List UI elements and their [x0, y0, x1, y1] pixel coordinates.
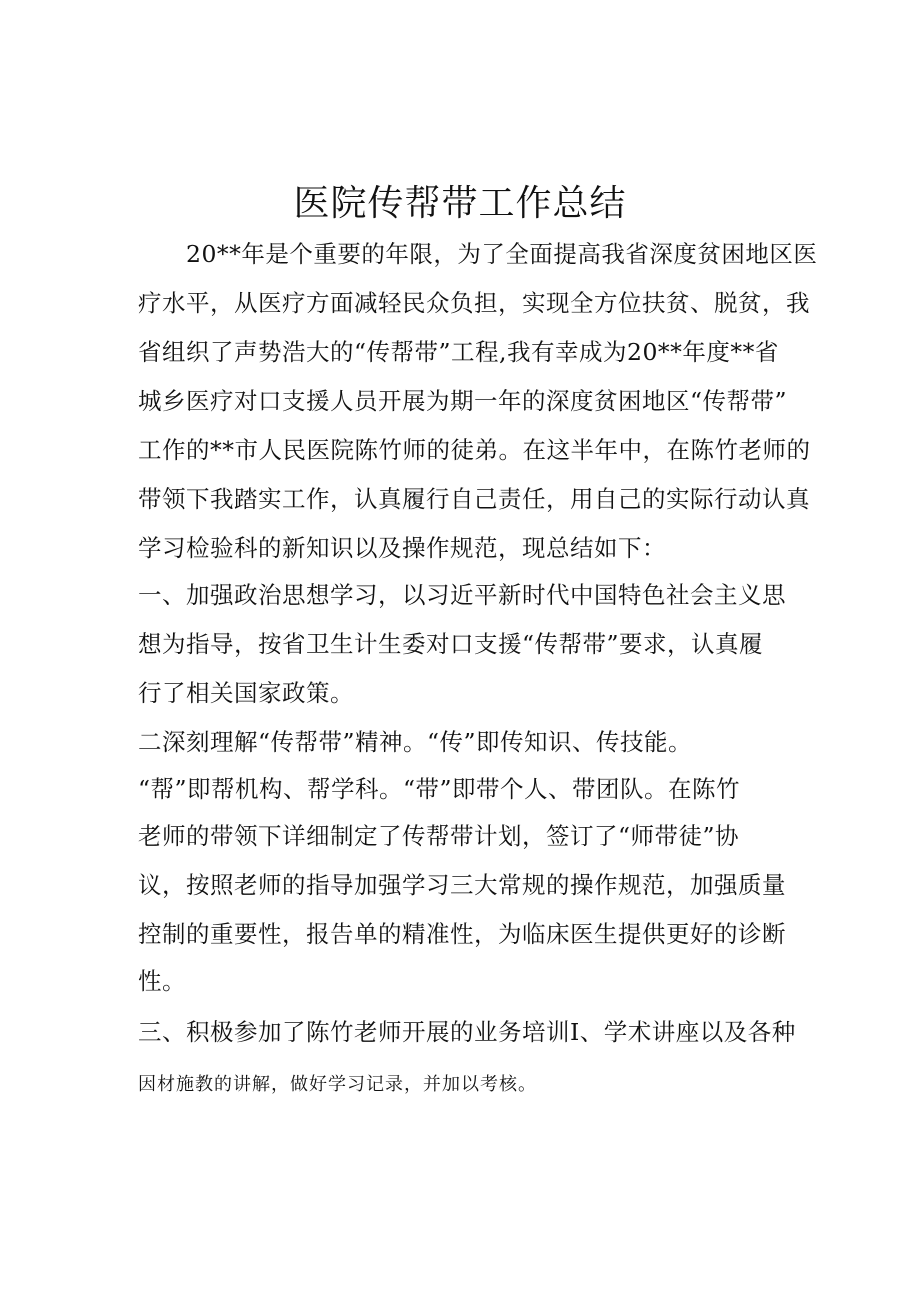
paragraph-line: 老师的带领下详细制定了传帮带计划，签订了“师带徒”协: [138, 822, 740, 850]
section-heading-line: 三、积极参加了陈竹老师开展的业务培训I、学术讲座以及各种: [138, 1018, 796, 1046]
section-heading-line: 二深刻理解“传帮带”精神。“传”即传知识、传技能。: [138, 728, 693, 756]
paragraph-line: 省组织了声势浩大的“传帮带”工程,我有幸成为20**年度**省: [138, 338, 779, 366]
paragraph-line: 行了相关国家政策。: [138, 679, 354, 707]
paragraph-line: 性。: [138, 967, 186, 995]
paragraph-line: 疗水平，从医疗方面减轻民众负担，实现全方位扶贫、脱贫，我: [138, 289, 810, 317]
paragraph-line: 带领下我踏实工作，认真履行自己责任，用自己的实际行动认真: [138, 485, 810, 513]
paragraph-line: 工作的**市人民医院陈竹师的徒弟。在这半年中，在陈竹老师的: [138, 436, 811, 464]
paragraph-line: 控制的重要性，报告单的精准性，为临床医生提供更好的诊断: [138, 920, 786, 948]
paragraph-line: “帮”即帮机构、帮学科。“带”即带个人、带团队。在陈竹: [138, 775, 741, 803]
paragraph-line: 城乡医疗对口支援人员开展为期一年的深度贫困地区“传帮带”: [138, 387, 788, 415]
paragraph-line: 议，按照老师的指导加强学习三大常规的操作规范，加强质量: [138, 871, 786, 899]
paragraph-line: 20**年是个重要的年限，为了全面提高我省深度贫困地区医: [186, 240, 818, 268]
paragraph-line: 想为指导，按省卫生计生委对口支援“传帮带”要求，认真履: [138, 630, 764, 658]
document-title: 医院传帮带工作总结: [293, 183, 627, 224]
paragraph-line: 学习检验科的新知识以及操作规范，现总结如下：: [138, 534, 666, 562]
paragraph-line: 因材施教的讲解，做好学习记录，并加以考核。: [138, 1074, 537, 1095]
section-heading-line: 一、加强政治思想学习，以习近平新时代中国特色社会主义思: [138, 581, 786, 609]
